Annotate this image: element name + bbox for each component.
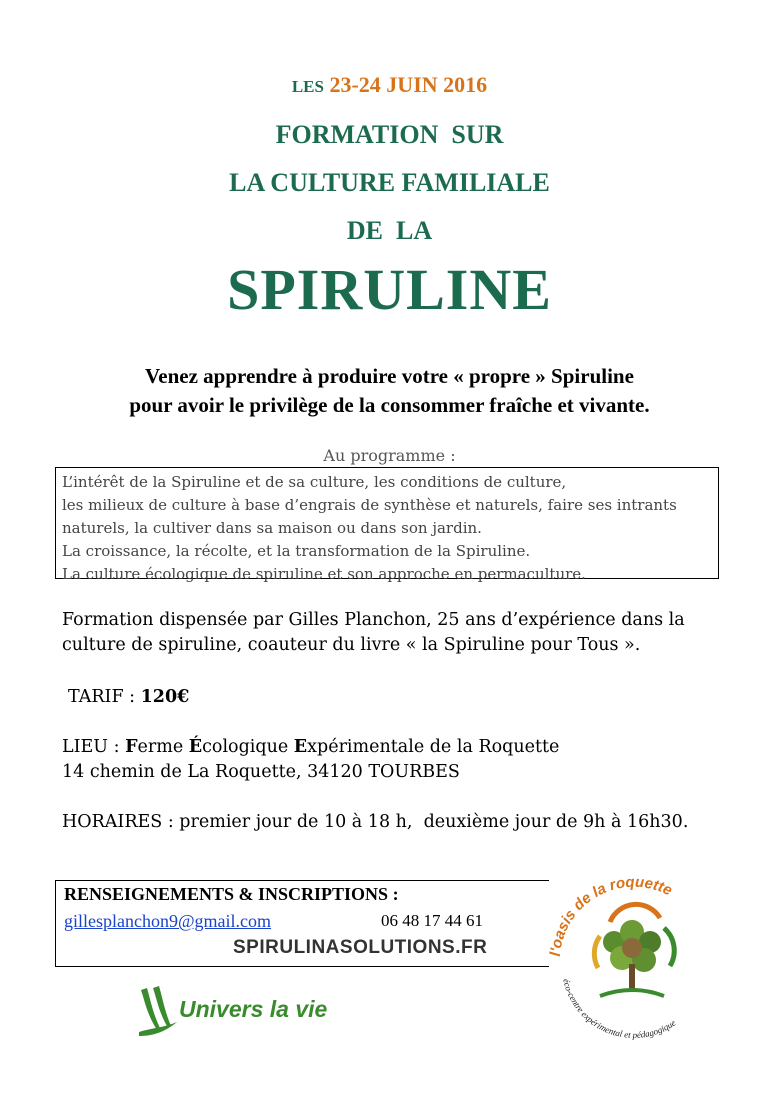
page-title: SPIRULINE [227, 257, 552, 322]
oasis-roquette-logo [540, 856, 720, 1056]
programme-box [55, 467, 719, 583]
tarif-label: TARIF : [68, 687, 141, 707]
tarif [68, 685, 189, 710]
horaires: HORAIRES : premier jour de 10 à 18 h, deuxième jour de 9h à 16h30. [62, 812, 689, 832]
programme-line: La croissance, la récolte, et la transformation de la Spiruline. [62, 542, 531, 560]
programme-line: naturels, la cultiver dans sa maison ou dans son jardin. [62, 519, 482, 537]
tarif-value: 120€ [140, 687, 190, 707]
programme-line: La culture écologique de spiruline et son approche en permaculture. [62, 565, 586, 583]
univers-logo-text: Univers la vie [179, 996, 328, 1022]
lieu-initial-e1: É [188, 737, 203, 757]
title-line-2: LA CULTURE FAMILIALE [229, 168, 550, 197]
intro-line-2: pour avoir le privilège de la consommer fraîche et vivante. [129, 393, 650, 417]
oasis-top-text: l'oasis de la roquette [546, 873, 675, 958]
email-link[interactable]: gillesplanchon9@gmail.com [64, 911, 272, 931]
formation-line-1: Formation dispensée par Gilles Planchon, 25 ans d’expérience dans la [62, 610, 685, 630]
programme-title: Au programme : [323, 446, 456, 465]
intro-text [0, 362, 779, 420]
website: SPIRULINASOLUTIONS.FR [233, 937, 488, 958]
dates-prefix: LES [291, 77, 324, 96]
formation-text [62, 608, 685, 658]
tree-icon [540, 856, 720, 1056]
lieu [62, 735, 559, 785]
lieu-initial-e2: E [293, 737, 308, 757]
lieu-address: 14 chemin de La Roquette, 34120 TOURBES [62, 762, 460, 782]
title-line-3: DE LA [346, 216, 433, 245]
programme-line: les milieux de culture à base d’engrais de synthèse et naturels, faire ses intrants [62, 496, 677, 514]
programme-line: L’intérêt de la Spiruline et de sa culture, les conditions de culture, [62, 473, 567, 491]
formation-line-2: culture de spiruline, coauteur du livre « la Spiruline pour Tous ». [62, 635, 641, 655]
lieu-word-ecologique: cologique [202, 737, 294, 757]
phone-number: 06 48 17 44 61 [381, 911, 483, 930]
lieu-word-experimentale: xpérimentale de la Roquette [307, 737, 560, 757]
event-dates [0, 72, 779, 98]
dates-value: 23-24 JUIN 2016 [329, 72, 488, 97]
lieu-initial-f: F [125, 737, 138, 757]
lieu-label: LIEU : [62, 737, 126, 757]
contact-title: RENSEIGNEMENTS & INSCRIPTIONS : [64, 884, 399, 904]
intro-line-1: Venez apprendre à produire votre « propre » Spiruline [145, 364, 634, 388]
title-line-1: FORMATION SUR [275, 120, 504, 149]
univers-la-vie-logo [135, 982, 365, 1042]
oasis-bottom-text: éco-centre expérimental et pédagogique [561, 977, 678, 1040]
lieu-word-ferme: erme [137, 737, 189, 757]
leaf-icon [135, 982, 183, 1042]
contact-box [55, 880, 549, 967]
